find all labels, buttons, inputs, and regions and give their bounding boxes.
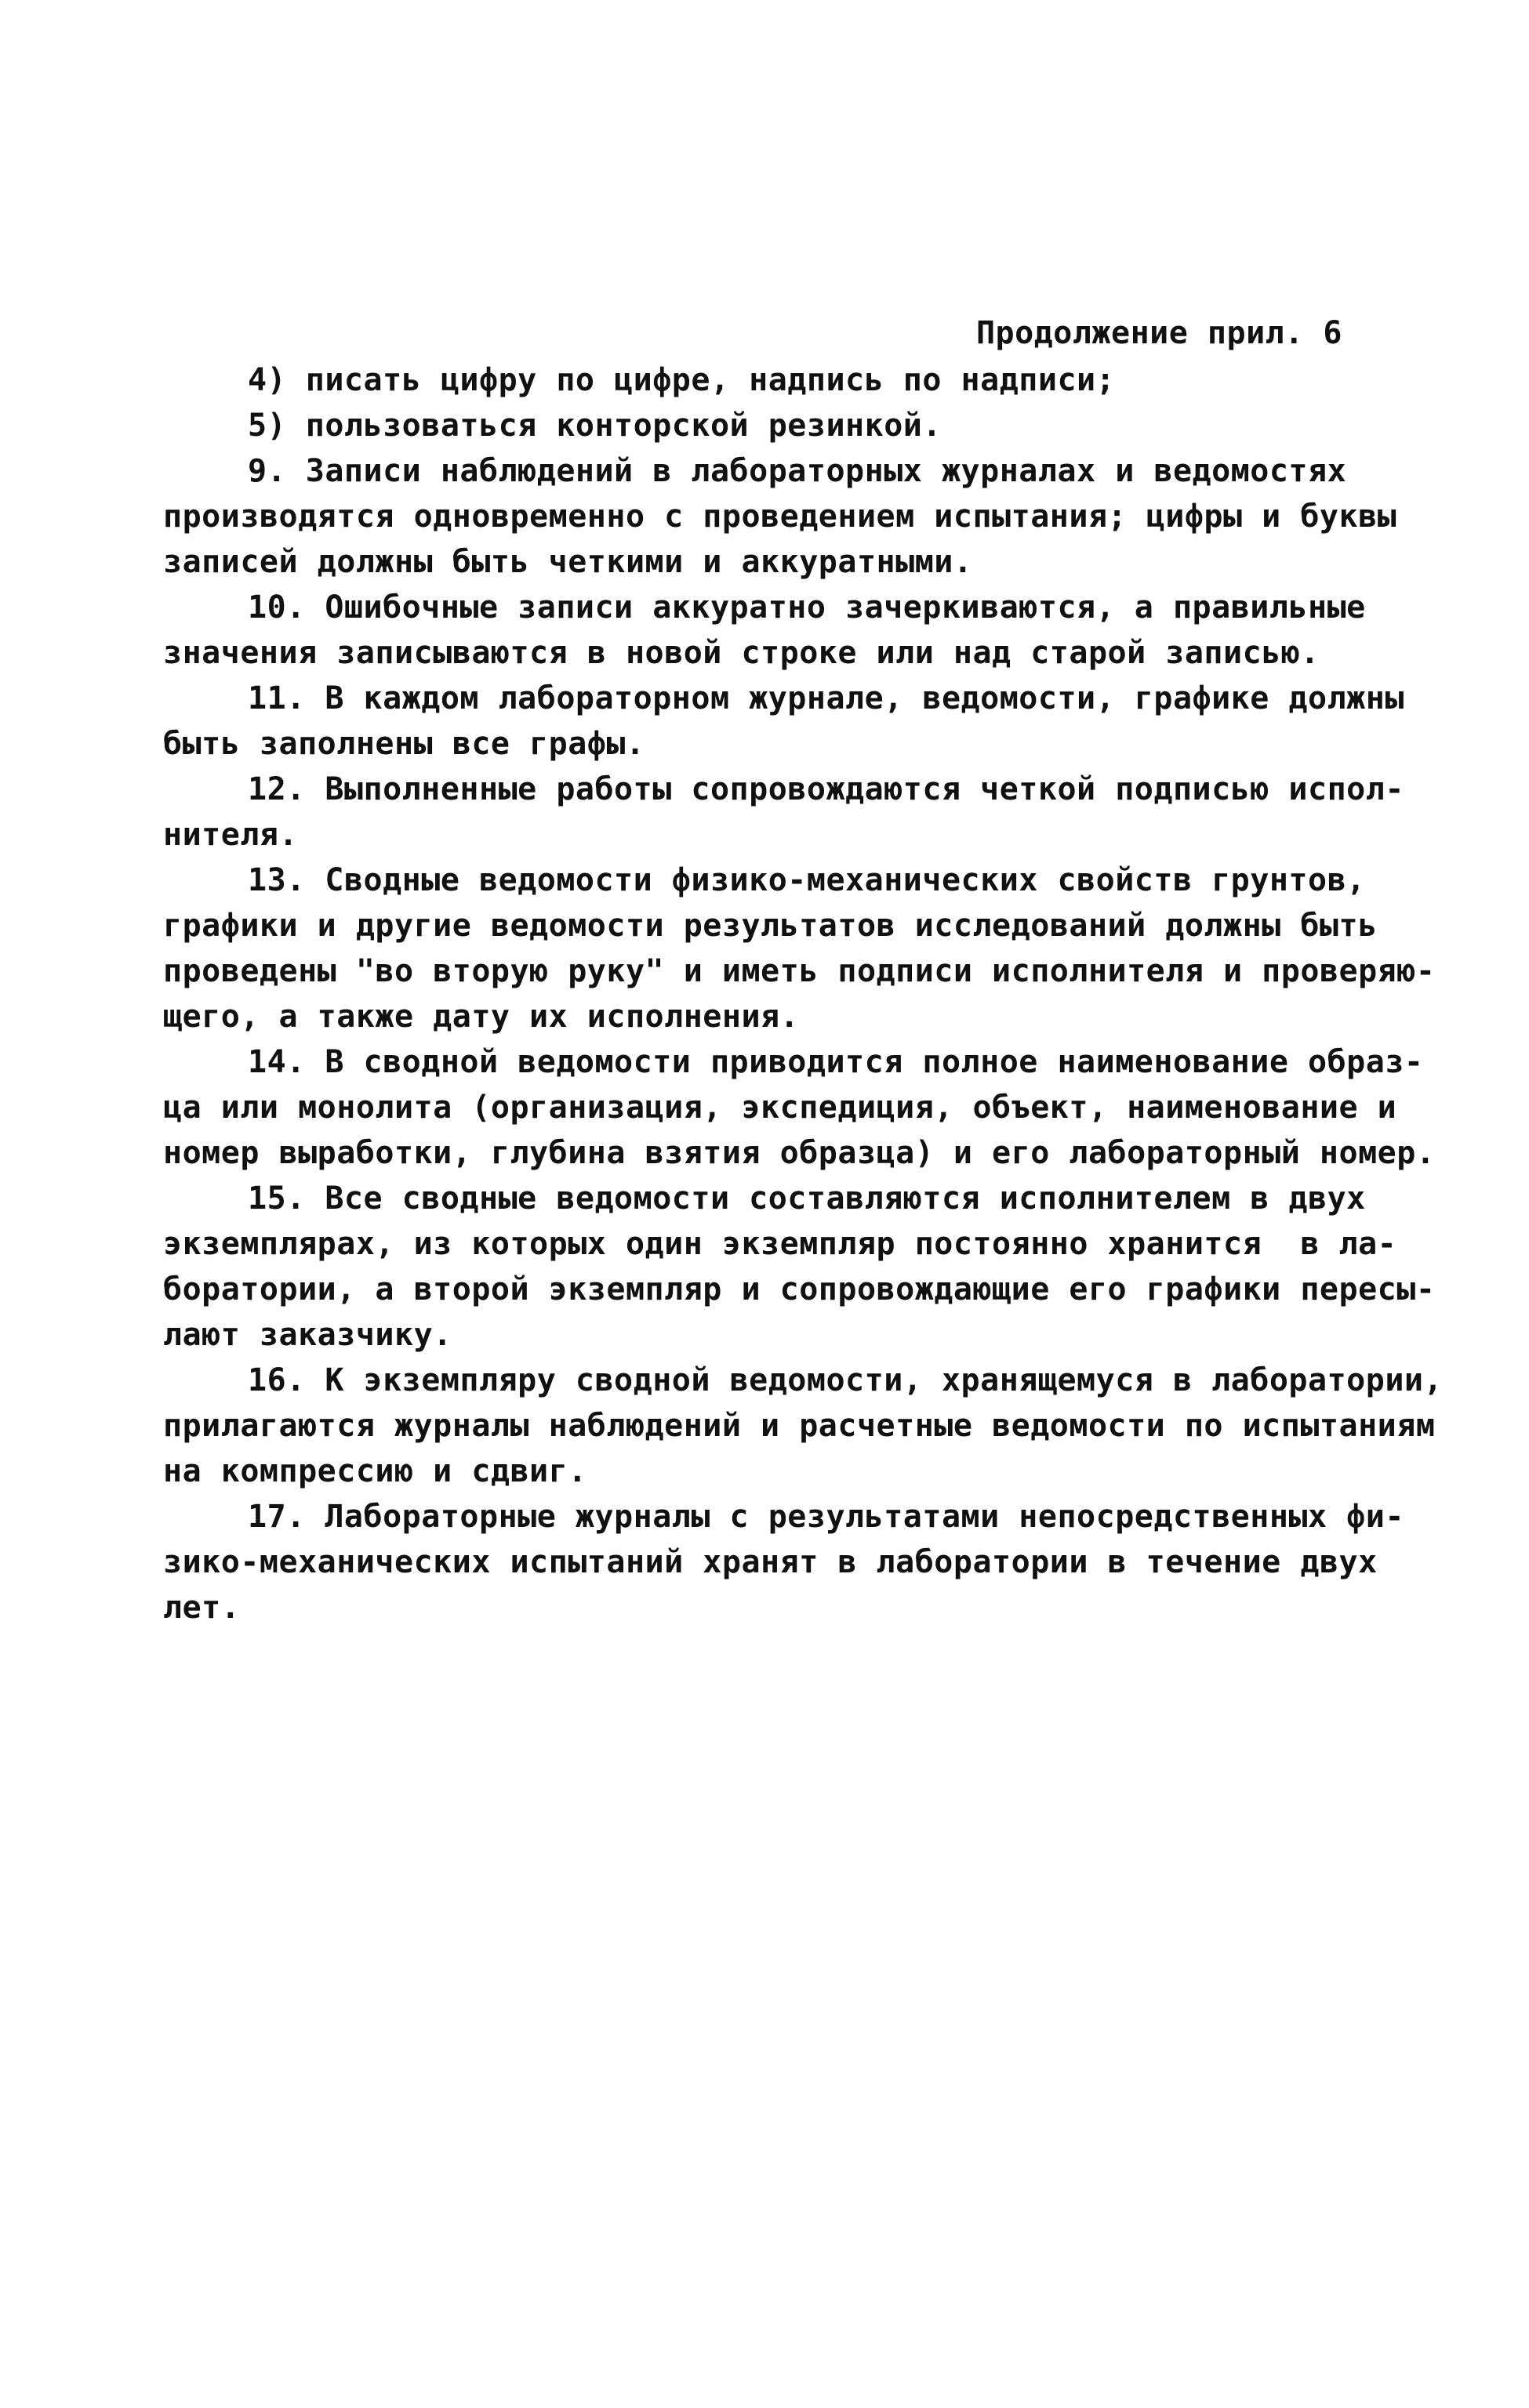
- text-line: лают заказчику.: [163, 1317, 452, 1353]
- text-line: быть заполнены все графы.: [163, 726, 645, 762]
- text-line: на компрессию и сдвиг.: [163, 1453, 587, 1489]
- text-line: ца или монолита (организация, экспедиция, объект, наименование и: [163, 1090, 1397, 1126]
- text-line: производятся одновременно с проведением испытания; цифры и буквы: [163, 499, 1397, 535]
- text-line: нителя.: [163, 817, 299, 853]
- text-line: 5) пользоваться конторской резинкой.: [248, 408, 942, 444]
- text-line: значения записываются в новой строке или над старой записью.: [163, 635, 1320, 671]
- text-line: 4) писать цифру по цифре, надпись по надписи;: [248, 362, 1116, 398]
- text-line: номер выработки, глубина взятия образца) и его лабораторный номер.: [163, 1135, 1436, 1171]
- page-header: Продолжение прил. 6: [975, 315, 1342, 351]
- text-line: экземплярах, из которых один экземпляр постоянно хранится в ла-: [163, 1226, 1397, 1262]
- text-line: боратории, а второй экземпляр и сопровождающие его графики пересы-: [163, 1271, 1436, 1307]
- text-line: 14. В сводной ведомости приводится полное наименование образ-: [248, 1044, 1424, 1080]
- text-line: 15. Все сводные ведомости составляются исполнителем в двух: [248, 1180, 1366, 1217]
- text-line: 10. Ошибочные записи аккуратно зачеркиваются, а правильные: [248, 589, 1366, 626]
- text-line: лет.: [163, 1590, 241, 1626]
- text-line: 17. Лабораторные журналы с результатами непосредственных фи-: [248, 1499, 1404, 1535]
- text-line: 11. В каждом лабораторном журнале, ведомости, графике должны: [248, 680, 1404, 716]
- text-line: 13. Сводные ведомости физико-механических свойств грунтов,: [248, 862, 1366, 898]
- document-page: [163, 310, 1444, 1630]
- text-line: 16. К экземпляру сводной ведомости, хранящемуся в лаборатории,: [248, 1362, 1444, 1398]
- document-body: [163, 357, 1444, 1630]
- text-line: проведены "во вторую руку" и иметь подписи исполнителя и проверяю-: [163, 953, 1436, 989]
- text-line: 9. Записи наблюдений в лабораторных журналах и ведомостях: [248, 453, 1347, 489]
- text-line: записей должны быть четкими и аккуратными.: [163, 544, 973, 580]
- text-line: графики и другие ведомости результатов исследований должны быть: [163, 908, 1378, 944]
- text-line: прилагаются журналы наблюдений и расчетные ведомости по испытаниям: [163, 1408, 1436, 1444]
- text-line: 12. Выполненные работы сопровождаются четкой подписью испол-: [248, 771, 1404, 807]
- text-line: зико-механических испытаний хранят в лаборатории в течение двух: [163, 1544, 1378, 1580]
- text-line: щего, а также дату их исполнения.: [163, 999, 800, 1035]
